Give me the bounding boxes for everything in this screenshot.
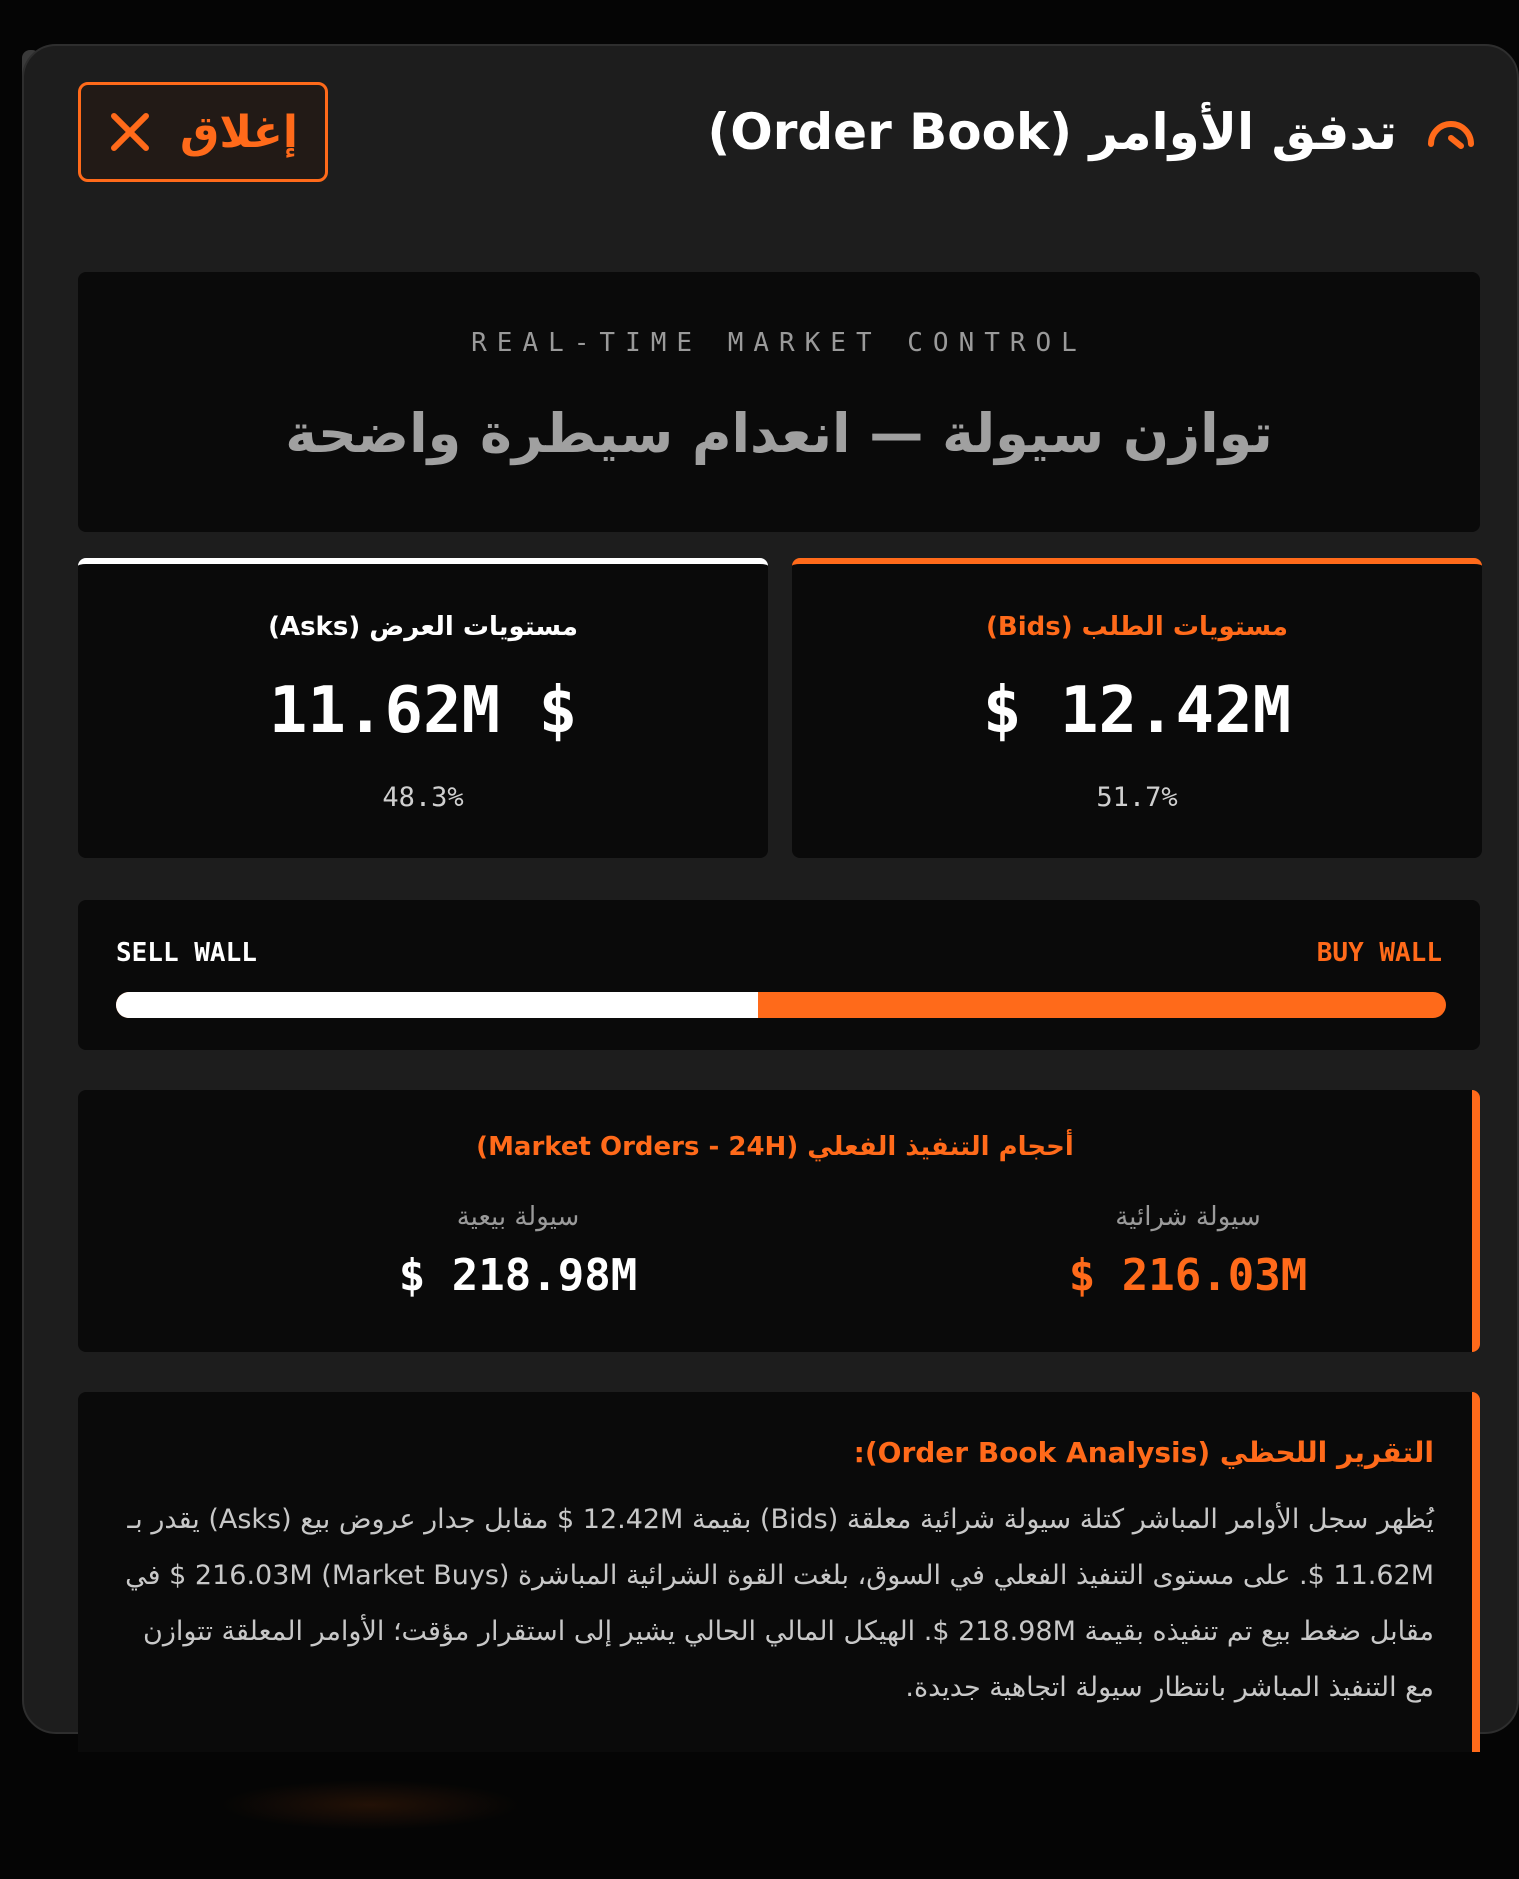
bids-label: مستويات الطلب (Bids)	[986, 612, 1288, 642]
bids-value: $ 12.42M	[982, 674, 1292, 748]
sell-wall-label: SELL WALL	[116, 938, 257, 968]
market-orders-title: أحجام التنفيذ الفعلي (Market Orders - 24H)	[476, 1132, 1074, 1162]
close-label: إغلاق	[180, 106, 298, 158]
buy-wall-label: BUY WALL	[1316, 938, 1442, 968]
sell-liquidity-label: سيولة بيعية	[456, 1202, 580, 1232]
analysis-report-panel	[78, 1392, 1480, 1752]
close-button[interactable]	[78, 82, 328, 182]
bids-card	[792, 558, 1482, 858]
asks-label: مستويات العرض (Asks)	[268, 612, 578, 642]
gauge-icon	[1423, 104, 1479, 160]
asks-value: 11.62M $	[268, 674, 578, 748]
bids-percent: 51.7%	[1096, 782, 1178, 813]
report-title: التقرير اللحظي (Order Book Analysis):	[853, 1436, 1434, 1469]
wall-balance-bar	[116, 992, 1446, 1018]
buy-liquidity-value: $ 216.03M	[1068, 1250, 1308, 1301]
market-status-headline: توازن سيولة — انعدام سيطرة واضحة	[285, 402, 1273, 465]
asks-percent: 48.3%	[382, 782, 464, 813]
sell-liquidity-value: $ 218.98M	[398, 1250, 638, 1301]
backdrop-glow	[220, 1780, 520, 1830]
sell-liquidity	[268, 1202, 768, 1301]
modal-title: تدفق الأوامر (Order Book)	[707, 103, 1397, 161]
market-control-kicker: REAL-TIME MARKET CONTROL	[471, 328, 1087, 358]
buy-liquidity-label: سيولة شرائية	[1115, 1202, 1261, 1232]
close-icon	[108, 110, 152, 154]
asks-card	[78, 558, 768, 858]
buy-liquidity	[938, 1202, 1438, 1301]
modal-header	[707, 92, 1479, 172]
report-body: يُظهر سجل الأوامر المباشر كتلة سيولة شرائية معلقة (Bids) بقيمة 12.42M $ مقابل جدار عروض بيع (Asks) يقدر بـ 11.62M $. على مستوى التنفيذ الفعلي في السوق، بلغت القوة الشرائية المباشرة (Market Buys) 216.03M $ في مقابل ضغط بيع تم تنفيذه بقيمة 218.98M $. الهيكل المالي الحالي يشير إلى استقرار مؤقت؛ الأوامر المعلقة تتوازن مع التنفيذ المباشر بانتظار سيولة اتجاهية جديدة.	[125, 1504, 1434, 1703]
market-control-panel	[78, 272, 1480, 532]
market-orders-panel	[78, 1090, 1480, 1352]
wall-balance-panel	[78, 900, 1480, 1050]
sell-wall-fill	[116, 992, 758, 1018]
